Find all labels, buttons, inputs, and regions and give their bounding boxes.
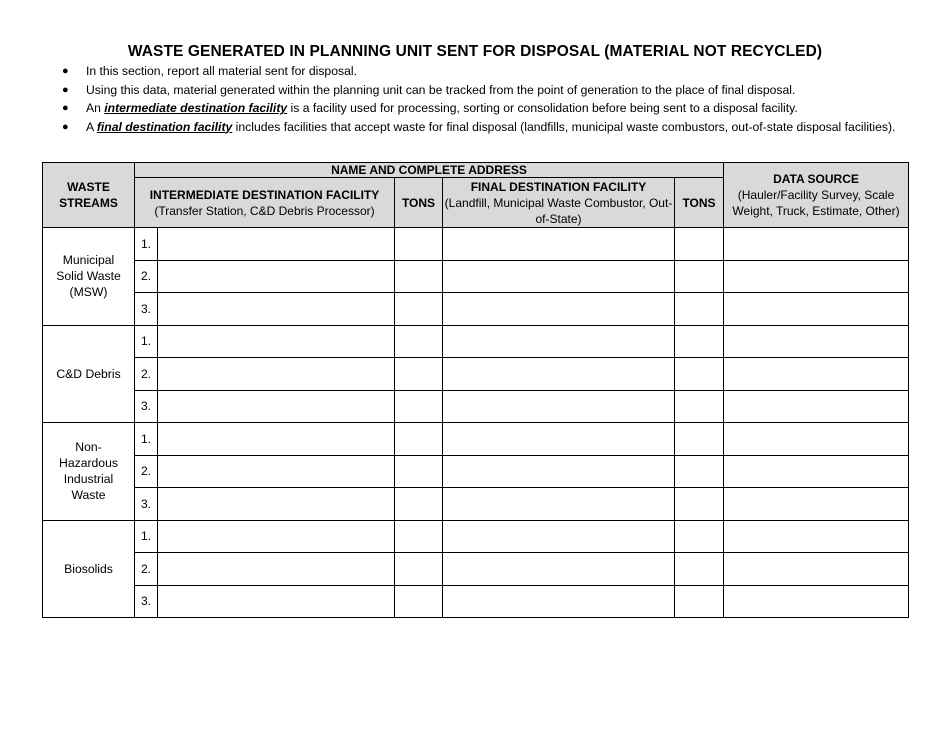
defined-term: final destination facility — [96, 119, 233, 134]
header-final-sub: (Landfill, Municipal Waste Combustor, Out-of-State) — [444, 195, 673, 226]
tons-final-cell[interactable] — [675, 358, 724, 391]
header-waste-streams-label: WASTE STREAMS — [59, 180, 118, 210]
tons-final-cell[interactable] — [675, 228, 724, 261]
tons-final-cell[interactable] — [675, 455, 724, 488]
tons-intermediate-cell[interactable] — [395, 325, 443, 358]
row-number: 3. — [135, 488, 158, 521]
tons-intermediate-cell[interactable] — [395, 358, 443, 391]
tons-intermediate-cell[interactable] — [395, 423, 443, 456]
instruction-text: Using this data, material generated within the planning unit can be tracked from the point of generation to the place of final disposal. — [86, 82, 796, 97]
bullet-icon: ● — [62, 65, 69, 77]
final-facility-cell[interactable] — [443, 423, 675, 456]
bullet-icon: ● — [62, 83, 69, 96]
tons-final-cell[interactable] — [675, 260, 724, 293]
final-facility-cell[interactable] — [443, 520, 675, 553]
data-source-cell[interactable] — [724, 585, 909, 618]
table-row — [43, 423, 909, 456]
intermediate-facility-cell[interactable] — [158, 455, 395, 488]
data-source-cell[interactable] — [724, 358, 909, 391]
tons-final-cell[interactable] — [675, 293, 724, 326]
final-facility-cell[interactable] — [443, 390, 675, 423]
table-row — [43, 390, 909, 423]
final-facility-cell[interactable] — [443, 553, 675, 586]
row-number: 2. — [135, 553, 158, 586]
header-name-address — [135, 163, 724, 178]
table-row — [43, 260, 909, 293]
intermediate-facility-cell[interactable] — [158, 585, 395, 618]
header-data-source-sub: (Hauler/Facility Survey, Scale Weight, Truck, Estimate, Other) — [732, 188, 900, 218]
intermediate-facility-cell[interactable] — [158, 520, 395, 553]
header-intermediate-facility — [135, 178, 395, 228]
table-row — [43, 488, 909, 521]
header-tons-2-label: TONS — [682, 195, 716, 210]
row-number: 3. — [135, 585, 158, 618]
header-data-source-label: DATA SOURCE — [773, 172, 859, 186]
table-body — [43, 228, 909, 618]
tons-final-cell[interactable] — [675, 423, 724, 456]
row-number: 1. — [135, 423, 158, 456]
tons-intermediate-cell[interactable] — [395, 455, 443, 488]
tons-intermediate-cell[interactable] — [395, 488, 443, 521]
tons-final-cell[interactable] — [675, 585, 724, 618]
waste-stream-label: C&D Debris — [43, 325, 135, 423]
tons-final-cell[interactable] — [675, 520, 724, 553]
data-source-cell[interactable] — [724, 293, 909, 326]
row-number: 1. — [135, 228, 158, 261]
tons-intermediate-cell[interactable] — [395, 390, 443, 423]
tons-intermediate-cell[interactable] — [395, 293, 443, 326]
tons-intermediate-cell[interactable] — [395, 585, 443, 618]
final-facility-cell[interactable] — [443, 488, 675, 521]
data-source-cell[interactable] — [724, 488, 909, 521]
data-source-cell[interactable] — [724, 228, 909, 261]
data-source-cell[interactable] — [724, 325, 909, 358]
data-source-cell[interactable] — [724, 260, 909, 293]
row-number: 2. — [135, 455, 158, 488]
row-number: 2. — [135, 260, 158, 293]
bullet-icon: ● — [62, 102, 69, 114]
intermediate-facility-cell[interactable] — [158, 293, 395, 326]
waste-stream-label: Biosolids — [43, 520, 135, 618]
waste-stream-label: Municipal Solid Waste (MSW) — [43, 228, 135, 326]
instruction-item — [62, 81, 932, 100]
table-row — [43, 325, 909, 358]
row-number: 2. — [135, 358, 158, 391]
intermediate-facility-cell[interactable] — [158, 325, 395, 358]
header-final-label: FINAL DESTINATION FACILITY — [470, 179, 647, 194]
instruction-text-prefix: An — [86, 101, 105, 115]
tons-final-cell[interactable] — [675, 553, 724, 586]
row-number: 3. — [135, 293, 158, 326]
row-number: 1. — [135, 325, 158, 358]
final-facility-cell[interactable] — [443, 455, 675, 488]
tons-intermediate-cell[interactable] — [395, 553, 443, 586]
final-facility-cell[interactable] — [443, 260, 675, 293]
final-facility-cell[interactable] — [443, 358, 675, 391]
row-number: 3. — [135, 390, 158, 423]
instruction-text-suffix: includes facilities that accept waste for final disposal (landfills, municipal waste combustors, out-of-state disposal facilities). — [232, 119, 896, 134]
instruction-text: In this section, report all material sent for disposal. — [86, 64, 357, 78]
data-source-cell[interactable] — [724, 455, 909, 488]
table-row — [43, 585, 909, 618]
final-facility-cell[interactable] — [443, 228, 675, 261]
instruction-item — [62, 62, 932, 81]
data-source-cell[interactable] — [724, 553, 909, 586]
table-row — [43, 520, 909, 553]
tons-intermediate-cell[interactable] — [395, 228, 443, 261]
table-row — [43, 228, 909, 261]
tons-final-cell[interactable] — [675, 390, 724, 423]
intermediate-facility-cell[interactable] — [158, 488, 395, 521]
instruction-item — [62, 118, 932, 137]
instructions-list — [62, 62, 932, 136]
tons-intermediate-cell[interactable] — [395, 520, 443, 553]
bullet-icon: ● — [62, 120, 69, 133]
intermediate-facility-cell[interactable] — [158, 553, 395, 586]
final-facility-cell[interactable] — [443, 325, 675, 358]
page-title: WASTE GENERATED IN PLANNING UNIT SENT FOR DISPOSAL (MATERIAL NOT RECYCLED) — [127, 43, 823, 60]
intermediate-facility-cell[interactable] — [158, 423, 395, 456]
header-tons-1-label: TONS — [401, 195, 436, 210]
header-data-source — [724, 163, 909, 228]
instruction-text-prefix: A — [86, 119, 97, 134]
tons-final-cell[interactable] — [675, 488, 724, 521]
header-tons-1 — [395, 178, 443, 228]
tons-intermediate-cell[interactable] — [395, 260, 443, 293]
intermediate-facility-cell[interactable] — [158, 358, 395, 391]
final-facility-cell[interactable] — [443, 293, 675, 326]
tons-final-cell[interactable] — [675, 325, 724, 358]
header-name-address-label: NAME AND COMPLETE ADDRESS — [331, 163, 527, 177]
intermediate-facility-cell[interactable] — [158, 260, 395, 293]
table-row — [43, 455, 909, 488]
instruction-text-suffix: is a facility used for processing, sorting or consolidation before being sent to a disposal facility. — [287, 101, 798, 115]
data-source-cell[interactable] — [724, 520, 909, 553]
disposal-table — [42, 162, 909, 618]
data-source-cell[interactable] — [724, 390, 909, 423]
table-row — [43, 358, 909, 391]
header-intermediate-label: INTERMEDIATE DESTINATION FACILITY — [149, 187, 380, 202]
header-intermediate-sub: (Transfer Station, C&D Debris Processor) — [154, 203, 375, 218]
instruction-item — [62, 99, 932, 118]
final-facility-cell[interactable] — [443, 585, 675, 618]
data-source-cell[interactable] — [724, 423, 909, 456]
waste-stream-label: Non-Hazardous Industrial Waste — [43, 423, 135, 521]
header-final-facility — [443, 178, 675, 228]
intermediate-facility-cell[interactable] — [158, 228, 395, 261]
table-row — [43, 293, 909, 326]
defined-term: intermediate destination facility — [104, 101, 288, 115]
intermediate-facility-cell[interactable] — [158, 390, 395, 423]
table-row — [43, 553, 909, 586]
row-number: 1. — [135, 520, 158, 553]
header-waste-streams — [43, 163, 135, 228]
header-tons-2 — [675, 178, 724, 228]
